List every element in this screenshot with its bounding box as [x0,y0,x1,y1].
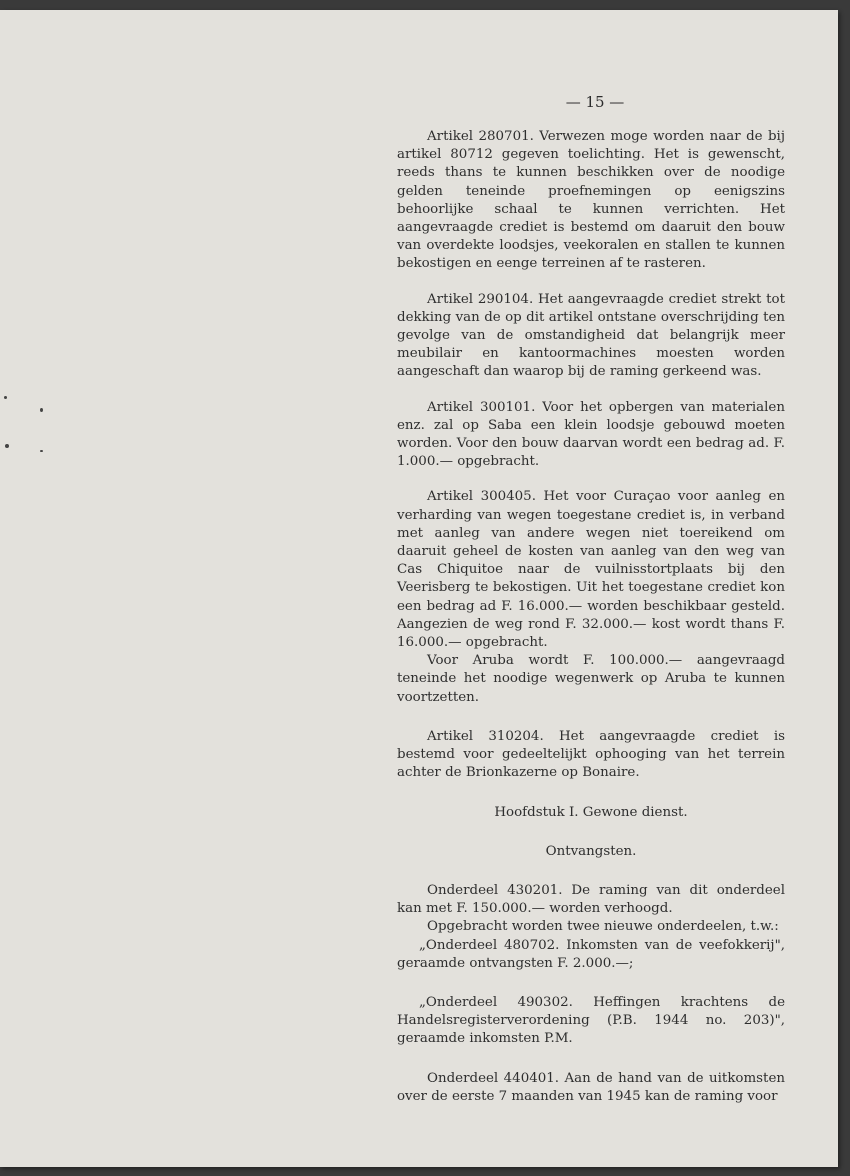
section-heading: Ontvangsten. [545,843,637,859]
scan-speck [4,396,7,399]
paragraph-artikel-290104: Artikel 290104. Het aangevraagde crediet strekt tot dekking van de op dit artikel ontstane overschrijding ten gevolge van de omstandigheid dat belangrijk meer meubilair en kantoormachines moesten worden aangeschaft dan waarop bij de raming gerkeend was. [397,291,785,380]
paragraph-nieuwe-onderdeelen: Opgebracht worden twee nieuwe onderdeelen, t.w.: [427,919,779,935]
scan-speck [40,450,43,452]
paragraph-onderdeel-490302: „Onderdeel 490302. Heffingen krachtens de Handelsregisterverordening (P.B. 1944 no. 203)", geraamde inkomsten P.M. [397,994,785,1047]
paragraph-artikel-300405: Artikel 300405. Het voor Curaçao voor aanleg en verharding van wegen toegestane crediet is, in verband met aanleg van andere wegen niet toereikend om daaruit geheel de kosten van aanleg van den weg van Cas Chiquitoe naar de vuilnisstortplaats bij den Veerisberg te bekostigen. Uit het toegestane crediet kon een bedrag ad F. 16.000.— worden beschikbaar gesteld. Aangezien de weg rond F. 32.000.— kost wordt thans F. 16.000.— opgebracht. [397,489,785,651]
chapter-heading: Hoofdstuk I. Gewone dienst. [494,804,688,820]
paragraph-onderdeel-430201: Onderdeel 430201. De raming van dit onderdeel kan met F. 150.000.— worden verhoogd. [397,882,785,917]
paragraph-aruba: Voor Aruba wordt F. 100.000.— aangevraagd teneinde het noodige wegenwerk op Aruba te kunnen voortzetten. [397,653,785,705]
scan-speck [40,408,43,412]
paragraph-artikel-310204: Artikel 310204. Het aangevraagde crediet is bestemd voor gedeeltelijkt ophooging van het terrein achter de Brionkazerne op Bonaire. [397,728,785,781]
page-number: — 15 — [565,93,625,111]
scan-speck [5,444,9,448]
paragraph-artikel-280701: Artikel 280701. Verwezen moge worden naar de bij artikel 80712 gegeven toelichting. Het is gewenscht, reeds thans te kunnen beschikken over de noodige gelden teneinde proefnemingen op eenigszins behoorlijke schaal te kunnen verrichten. Het aangevraagde crediet is bestemd om daaruit den bouw van overdekte loodsjes, veekoralen en stallen te kunnen bekostigen en eenge terreinen af te rasteren. [397,129,785,272]
paragraph-artikel-300101: Artikel 300101. Voor het opbergen van materialen enz. zal op Saba een klein loodsje gebouwd moeten worden. Voor den bouw daarvan wordt een bedrag ad. F. 1.000.— opgebracht. [397,399,785,470]
document-page [0,10,838,1167]
paragraph-onderdeel-440401: Onderdeel 440401. Aan de hand van de uitkomsten over de eerste 7 maanden van 1945 kan de raming voor [397,1070,785,1104]
paragraph-onderdeel-480702: „Onderdeel 480702. Inkomsten van de veefokkerij", geraamde ontvangsten F. 2.000.—; [397,937,785,971]
body-text [397,128,785,1106]
